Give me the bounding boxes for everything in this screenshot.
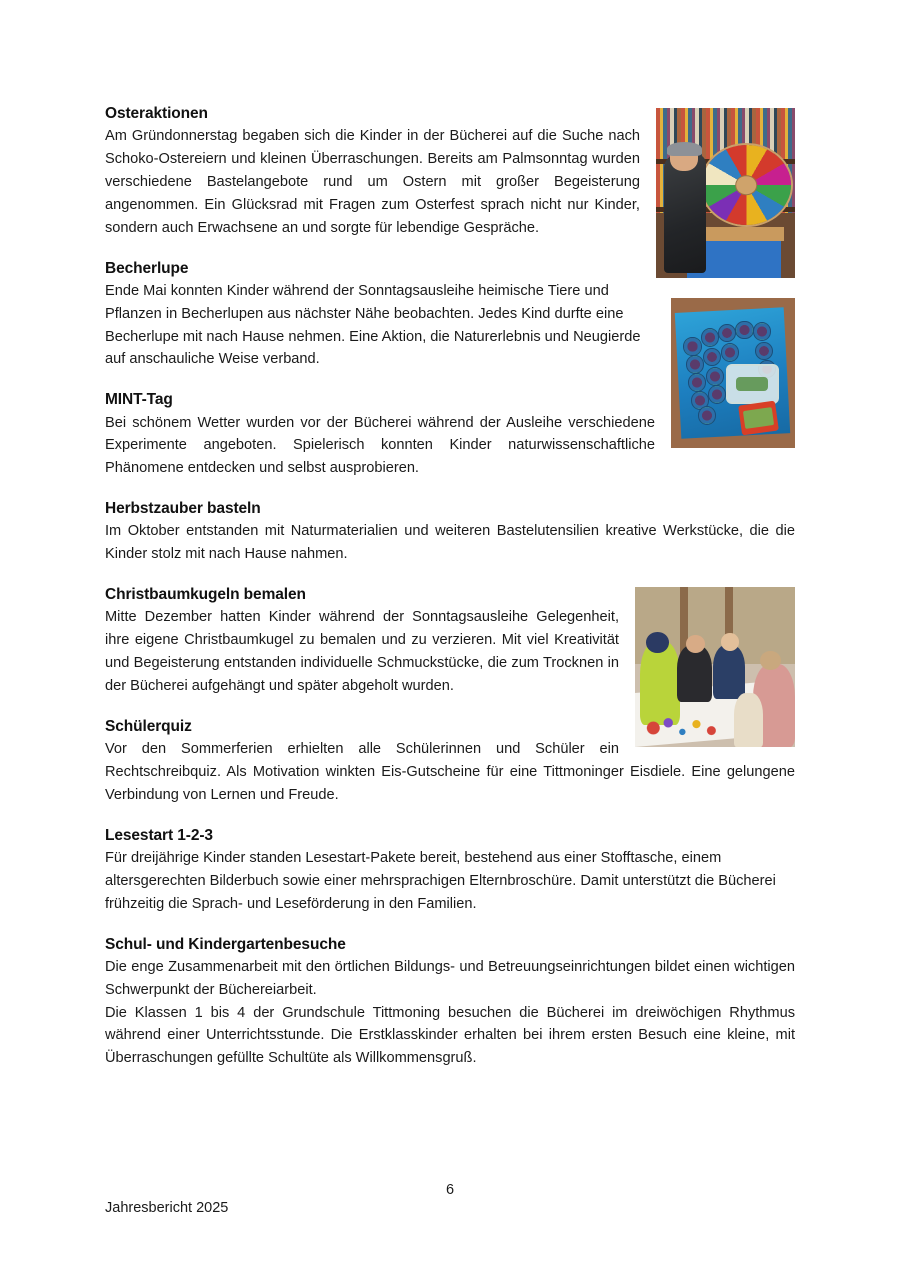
- prize-wheel: [702, 145, 791, 225]
- person-green-jacket: [640, 641, 680, 724]
- section-body-christbaumkugeln: Mitte Dezember hatten Kinder während der Sonntagsausleihe Gelegenheit, ihre eigene Christbaumkugel zu bemalen und zu verzieren. Mit viel Kreativität und Begeisterung entstanden individuelle Schmuckstücke, die zum Trocknen in der Bücherei aufgehängt und später abgeholt wurden.: [105, 609, 619, 694]
- becherlupe: [721, 343, 739, 362]
- becherlupe: [701, 328, 719, 347]
- craft-scene: [635, 587, 795, 747]
- person-rose-top-head: [760, 651, 781, 670]
- section-body-mint-tag: Bei schönem Wetter wurden vor der Bücherei während der Ausleihe verschiedene Experimente angeboten. Spielerisch konnten Kinder naturwissenschaftliche Phänomene entdecken und selbst ausprobieren.: [105, 414, 655, 477]
- red-tray: [739, 401, 780, 436]
- person-dark-sweater-head: [686, 635, 705, 653]
- section-herbstzauber: [105, 499, 795, 566]
- section-title-osteraktionen: Osteraktionen: [105, 105, 208, 122]
- section-title-schul-kindergarten: Schul- und Kindergartenbesuche: [105, 935, 346, 953]
- becherlupe: [706, 367, 724, 386]
- craft-materials: [645, 715, 728, 741]
- becherlupen-scene: [671, 298, 795, 448]
- becherlupe: [698, 406, 716, 425]
- page-number: 6: [445, 1182, 455, 1198]
- section-lesestart: [105, 826, 795, 916]
- section-body-osteraktionen: Am Gründonnerstag begaben sich die Kinder in der Bücherei auf die Suche nach Schoko-Ostereiern und kleinen Überraschungen. Bereits am Palmsonntag wurden verschiedene Bastelangebote rund um Ostern mit großer Begeisterung angenommen. Ein Glücksrad mit Fragen zum Osterfest sprach nicht nur Kinder, sondern auch Erwachsene an und sorgte für lebendige Gespräche.: [105, 128, 640, 236]
- tray-plants: [736, 377, 768, 391]
- section-title-schuelerquiz: Schülerquiz: [105, 717, 192, 735]
- section-schul-kindergarten: [105, 935, 795, 1071]
- person-child: [734, 693, 763, 747]
- child-figure: [664, 154, 706, 273]
- becherlupe: [683, 337, 701, 356]
- section-title-lesestart: Lesestart 1-2-3: [105, 826, 213, 844]
- person-dark-sweater: [677, 645, 712, 703]
- person-green-jacket-head: [646, 632, 668, 653]
- section-title-christbaumkugeln: Christbaumkugeln bemalen: [105, 586, 306, 604]
- person-blue-shirt: [713, 645, 745, 699]
- section-body-schuelerquiz: Vor den Sommerferien erhielten alle Schülerinnen und Schüler ein Rechtschreibquiz. Als Motivation winkten Eis-Gutscheine für eine Tittmoninger Eisdiele. Eine gelungene Verbindung von Lernen und Freude.: [105, 741, 795, 803]
- wheel-hub: [736, 176, 758, 196]
- section-body-schul-kindergarten-1: Die enge Zusammenarbeit mit den örtlichen Bildungs- und Betreuungseinrichtungen bildet einen wichtigen Schwerpunkt der Büchereiarbeit.: [105, 958, 795, 998]
- page-content: [105, 104, 795, 1089]
- section-body-becherlupe: Ende Mai konnten Kinder während der Sonntagsausleihe heimische Tiere und Pflanzen in Becherlupen aus nächster Nähe beobachten. Jedes Kind durfte eine Becherlupe mit nach Hause nehmen. Eine Aktion, die Naturerlebnis und Neugierde auf anschauliche Weise verband.: [105, 282, 641, 368]
- child-cap: [667, 142, 702, 156]
- plant-tray: [726, 364, 780, 404]
- becherlupe: [688, 373, 706, 392]
- red-tray-contents: [744, 407, 774, 429]
- photo-christbaumkugeln: [635, 587, 795, 747]
- section-body-schul-kindergarten-2: Die Klassen 1 bis 4 der Grundschule Tittmoning besuchen die Bücherei im dreiwöchigen Rhythmus während einer Unterrichtsstunde. Die Erstklasskinder erhalten bei ihrem ersten Besuch eine kleine, mit Überraschungen gefüllte Schultüte als Willkommensgruß.: [105, 1004, 795, 1067]
- section-body-lesestart: Für dreijährige Kinder standen Lesestart-Pakete bereit, bestehend aus einer Stofftasche, einem altersgerechten Bilderbuch sowie einer mehrsprachigen Elternbroschüre. Damit unterstützt die Bücherei frühzeitig die Sprach- und Leseförderung in den Familien.: [105, 850, 776, 912]
- prize-wheel-scene: [656, 108, 795, 278]
- person-blue-shirt-head: [721, 633, 739, 651]
- section-title-becherlupe: Becherlupe: [105, 259, 189, 277]
- becherlupe: [718, 324, 736, 343]
- photo-becherlupen: [671, 298, 795, 448]
- becherlupe: [753, 322, 771, 341]
- section-body-herbstzauber: Im Oktober entstanden mit Naturmaterialien und weiteren Bastelutensilien kreative Werkstücke, die die Kinder stolz mit nach Hause nahmen.: [105, 523, 795, 563]
- section-title-mint-tag: MINT-Tag: [105, 391, 173, 409]
- becherlupe: [686, 355, 704, 374]
- footer-text: Jahresbericht 2025: [105, 1200, 229, 1216]
- section-title-herbstzauber: Herbstzauber basteln: [105, 500, 261, 518]
- becherlupe: [735, 321, 753, 340]
- becherlupe: [708, 385, 726, 404]
- photo-prize-wheel: [656, 108, 795, 278]
